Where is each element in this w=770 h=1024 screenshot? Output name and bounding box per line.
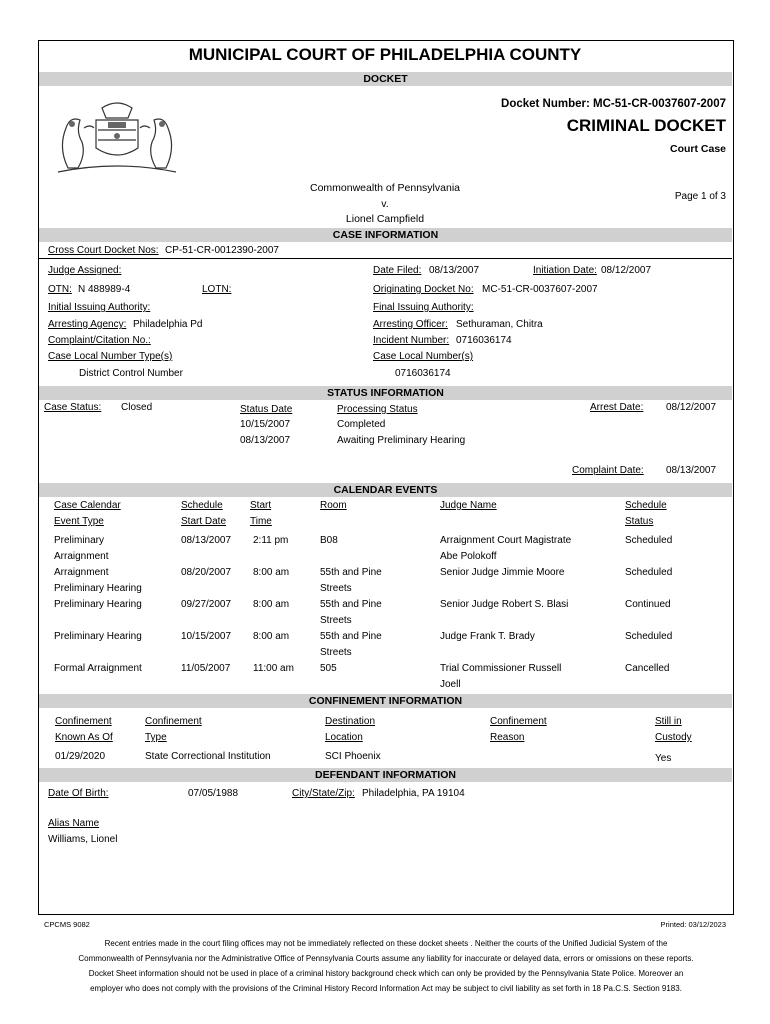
room-cell: Streets: [320, 647, 352, 658]
date-filed-label: Date Filed:: [373, 265, 422, 276]
processing-status-header: Processing Status: [337, 404, 418, 415]
final-issuing-authority-label: Final Issuing Authority:: [373, 302, 474, 313]
status-information-bar: STATUS INFORMATION: [39, 386, 732, 400]
case-status-label: Case Status:: [44, 402, 102, 413]
start-time-header-1: Start: [250, 500, 272, 511]
room-cell: 55th and Pine: [320, 631, 382, 642]
city-state-zip-label: City/State/Zip:: [292, 788, 355, 799]
disclaimer-text: Recent entries made in the court filing offices may not be immediately reflected on these docket sheets . Neither the courts of the Unified Judicial System of the Commonwealth of Pennsylvania nor the Administrative Office of Pennsylvania Courts assume any liability for inaccurate or delayed data, errors or omissions on these reports. Docket Sheet information should not be used in place of a criminal history background check which can only be provided by the Pennsylvania State Police. Moreover an employer who does not comply with the provisions of the Criminal History Record Information Act may be subject to civil liability as set forth in 18 Pa.C.S. Section 9183.: [78, 939, 694, 993]
arresting-officer-value: Sethuraman, Chitra: [456, 319, 543, 330]
event-type-cell: Preliminary: [54, 535, 105, 546]
case-information-bar: CASE INFORMATION: [39, 228, 732, 242]
local-number-label: Case Local Number(s): [373, 351, 474, 362]
confinement-type-header-1: Confinement: [145, 716, 202, 727]
processing-status-2: Awaiting Preliminary Hearing: [337, 435, 466, 446]
start-time-header-2: Time: [250, 516, 272, 527]
case-status-value: Closed: [121, 402, 153, 413]
judge-assigned-label: Judge Assigned:: [48, 265, 122, 276]
initiation-date-value: 08/12/2007: [601, 265, 652, 276]
schedule-date-cell: 09/27/2007: [181, 599, 232, 610]
status-date-1: 10/15/2007: [240, 419, 291, 430]
room-header: Room: [320, 500, 347, 511]
party-defendant: Lionel Campfield: [345, 213, 425, 225]
event-type-cell: Preliminary Hearing: [54, 599, 142, 610]
destination-value: SCI Phoenix: [325, 751, 381, 762]
room-cell: B08: [320, 535, 338, 546]
schedule-status-cell: Scheduled: [625, 535, 673, 546]
judge-name-header: Judge Name: [440, 500, 497, 511]
schedule-date-header-1: Schedule: [181, 500, 223, 511]
confinement-reason-header-2: Reason: [490, 732, 525, 743]
schedule-date-cell: 08/20/2007: [181, 567, 232, 578]
room-cell: Streets: [320, 615, 352, 626]
room-cell: 55th and Pine: [320, 599, 382, 610]
room-cell: 505: [320, 663, 337, 674]
confinement-reason-header-1: Confinement: [490, 716, 547, 727]
custody-header-1: Still in: [655, 716, 682, 727]
status-date-header: Status Date: [240, 404, 293, 415]
event-type-cell: Arraignment: [54, 551, 109, 562]
arrest-date-label: Arrest Date:: [590, 402, 644, 413]
event-type-header-2: Event Type: [54, 516, 104, 527]
schedule-status-cell: Cancelled: [625, 663, 670, 674]
complaint-citation-label: Complaint/Citation No.:: [48, 335, 151, 346]
custody-value: Yes: [655, 753, 672, 764]
judge-name-cell: Abe Polokoff: [440, 551, 497, 562]
start-time-cell: 8:00 am: [253, 567, 290, 578]
arresting-agency-label: Arresting Agency:: [48, 319, 127, 330]
otn-label: OTN:: [48, 284, 72, 295]
confinement-type-header-2: Type: [145, 732, 167, 743]
confinement-known-value: 01/29/2020: [55, 751, 106, 762]
pennsylvania-coat-of-arms-icon: [48, 98, 186, 178]
judge-name-cell: Senior Judge Jimmie Moore: [440, 567, 565, 578]
cross-docket-value: CP-51-CR-0012390-2007: [165, 245, 279, 256]
judge-name-cell: Judge Frank T. Brady: [440, 631, 535, 642]
initial-issuing-authority-label: Initial Issuing Authority:: [48, 302, 151, 313]
judge-name-cell: Arraignment Court Magistrate: [440, 535, 572, 546]
start-time-cell: 8:00 am: [253, 599, 290, 610]
alias-name-value: Williams, Lionel: [48, 834, 118, 845]
incident-number-label: Incident Number:: [373, 335, 450, 346]
schedule-status-cell: Continued: [625, 599, 671, 610]
date-filed-value: 08/13/2007: [429, 265, 480, 276]
arrest-date-value: 08/12/2007: [666, 402, 717, 413]
complaint-date-label: Complaint Date:: [572, 465, 644, 476]
schedule-date-header-2: Start Date: [181, 516, 227, 527]
destination-header-1: Destination: [325, 716, 376, 727]
initiation-date-label: Initiation Date:: [533, 265, 597, 276]
event-type-cell: Arraignment: [54, 567, 109, 578]
complaint-date-value: 08/13/2007: [666, 465, 717, 476]
schedule-date-cell: 08/13/2007: [181, 535, 232, 546]
versus-label: v.: [381, 198, 389, 210]
arresting-agency-value: Philadelphia Pd: [133, 319, 203, 330]
dob-label: Date Of Birth:: [48, 788, 109, 799]
form-number: CPCMS 9082: [44, 920, 90, 929]
cross-docket-label: Cross Court Docket Nos:: [48, 245, 159, 256]
room-cell: Streets: [320, 583, 352, 594]
judge-name-cell: Senior Judge Robert S. Blasi: [440, 599, 569, 610]
custody-header-2: Custody: [655, 732, 692, 743]
room-cell: 55th and Pine: [320, 567, 382, 578]
status-date-2: 08/13/2007: [240, 435, 291, 446]
local-number-type-label: Case Local Number Type(s): [48, 351, 173, 362]
schedule-date-cell: 11/05/2007: [181, 663, 231, 674]
local-number-value: 0716036174: [395, 368, 451, 379]
destination-header-2: Location: [325, 732, 363, 743]
schedule-status-cell: Scheduled: [625, 567, 673, 578]
printed-date: Printed: 03/12/2023: [660, 920, 726, 929]
schedule-date-cell: 10/15/2007: [181, 631, 232, 642]
judge-name-cell: Joell: [440, 679, 461, 690]
schedule-status-cell: Scheduled: [625, 631, 673, 642]
schedule-status-header-2: Status: [625, 516, 654, 527]
event-type-cell: Preliminary Hearing: [54, 583, 142, 594]
confinement-known-header-1: Confinement: [55, 716, 112, 727]
start-time-cell: 11:00 am: [253, 663, 294, 674]
event-type-header-1: Case Calendar: [54, 500, 121, 511]
case-type-title: CRIMINAL DOCKET: [566, 116, 726, 135]
calendar-events-bar: CALENDAR EVENTS: [39, 483, 732, 497]
otn-value: N 488989-4: [78, 284, 131, 295]
defendant-information-bar: DEFENDANT INFORMATION: [39, 768, 732, 782]
docket-bar: DOCKET: [39, 72, 732, 86]
court-case-label: Court Case: [669, 143, 726, 155]
docket-number: Docket Number: MC-51-CR-0037607-2007: [501, 98, 726, 110]
party-commonwealth: Commonwealth of Pennsylvania: [310, 182, 460, 194]
originating-docket-value: MC-51-CR-0037607-2007: [482, 284, 598, 295]
city-state-zip-value: Philadelphia, PA 19104: [362, 788, 465, 799]
lotn-label: LOTN:: [202, 284, 232, 295]
originating-docket-label: Originating Docket No:: [373, 284, 474, 295]
alias-name-label: Alias Name: [48, 818, 100, 829]
event-type-cell: Preliminary Hearing: [54, 631, 142, 642]
confinement-information-bar: CONFINEMENT INFORMATION: [39, 694, 732, 708]
confinement-known-header-2: Known As Of: [55, 732, 113, 743]
page-indicator: Page 1 of 3: [674, 191, 726, 202]
dob-value: 07/05/1988: [188, 788, 239, 799]
arresting-officer-label: Arresting Officer:: [373, 319, 448, 330]
incident-number-value: 0716036174: [456, 335, 512, 346]
divider: [39, 258, 732, 259]
court-title: MUNICIPAL COURT OF PHILADELPHIA COUNTY: [188, 45, 582, 64]
processing-status-1: Completed: [337, 419, 386, 430]
start-time-cell: 8:00 am: [253, 631, 290, 642]
schedule-status-header-1: Schedule: [625, 500, 667, 511]
judge-name-cell: Trial Commissioner Russell: [440, 663, 562, 674]
confinement-type-value: State Correctional Institution: [145, 751, 271, 762]
event-type-cell: Formal Arraignment: [54, 663, 142, 674]
start-time-cell: 2:11 pm: [253, 535, 289, 546]
local-number-type-value: District Control Number: [79, 368, 183, 379]
